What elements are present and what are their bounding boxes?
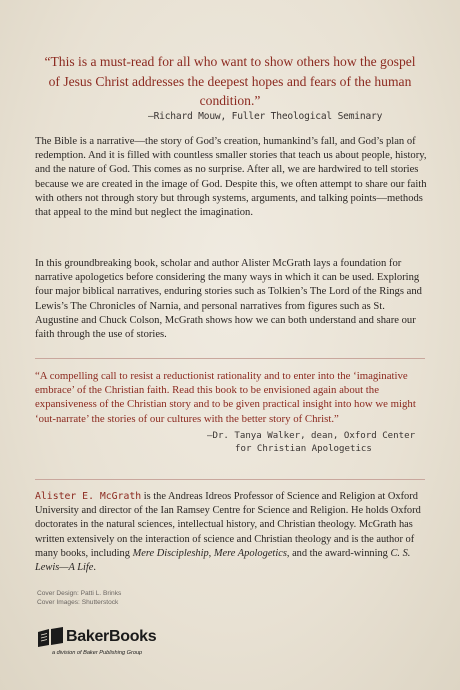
divider-top <box>35 358 425 359</box>
open-book-icon <box>36 626 66 648</box>
description-paragraph-2: In this groundbreaking book, scholar and author Alister McGrath lays a foundation for narrative apologetics before considering the many ways in which it can be used. Exploring four major biblical narratives, enduring stories such as Tolkien’s The Lord of the Rings and Lewis’s The Chronicles of Narnia, and personal narratives from figures such as St. Augustine and Chuck Colson, McGrath shows how we can both understand and share our faith through the use of stories. <box>35 258 422 341</box>
book-title-3: C. S. Lewis—A Life <box>35 547 411 574</box>
cover-design-credit: Cover Design: Patti L. Brinks <box>37 590 122 597</box>
cover-images-credit: Cover Images: Shutterstock <box>37 598 119 606</box>
endorsement-quote-top: “This is a must-read for all who want to show others how the gospel of Jesus Christ addresses the deepest hopes and fears of the human condition.” <box>44 54 416 108</box>
description-paragraph-1: The Bible is a narrative—the story of God’s creation, humankind’s fall, and God’s plan of redemption. And it is filled with countless smaller stories that teach us about people, history, and the nature of God. This comes as no surprise. After all, we are hardwired to tell stories because we are created in the image of God. Despite this, we often attempt to share our faith with others not through story but through systems, arguments, and talking points—methods that appeal to the mind but neglect the imagination. <box>35 136 427 219</box>
publisher-logo <box>36 626 216 666</box>
divider-bottom <box>35 479 425 480</box>
publisher-name: BakerBooks <box>66 628 157 645</box>
cover-credits <box>37 590 121 608</box>
publisher-tagline: a division of Baker Publishing Group <box>52 650 143 656</box>
endorsement-attribution-top: —Richard Mouw, Fuller Theological Seminary <box>148 111 383 122</box>
book-title-2: Mere Apologetics <box>213 547 287 559</box>
bio-text-1: is the Andreas Idreos Professor of Science and Religion at Oxford University and director of the Ian Ramsey Centre for Science and Religion. He holds Oxford doctorates in the natural sciences, intellectual history, and Christian theology. McGrath has written extensively on the interaction of science and Christian theology and is the author of many books, including <box>35 491 421 559</box>
bio-text-2: , and the award-winning <box>286 547 391 559</box>
attribution-line-2: for Christian Apologetics <box>235 443 372 454</box>
book-title-1: Mere Discipleship <box>132 547 209 559</box>
bio-sep-1: , <box>208 547 214 559</box>
bio-text-3: . <box>93 562 97 574</box>
author-name: Alister E. McGrath <box>35 491 142 502</box>
attribution-line-1: —Dr. Tanya Walker, dean, Oxford Center <box>207 431 416 441</box>
endorsement-attribution-middle <box>207 430 437 455</box>
endorsement-quote-middle: “A compelling call to resist a reductionist rationality and to enter into the ‘imaginative embrace’ of the Christian faith. Read this book to be envisioned again about the expansiveness of the Christian story and to be given practical insight into how we might ‘out-narrate’ the stories of our cultures with the better story of Christ.” <box>35 370 416 425</box>
author-bio <box>35 490 430 575</box>
